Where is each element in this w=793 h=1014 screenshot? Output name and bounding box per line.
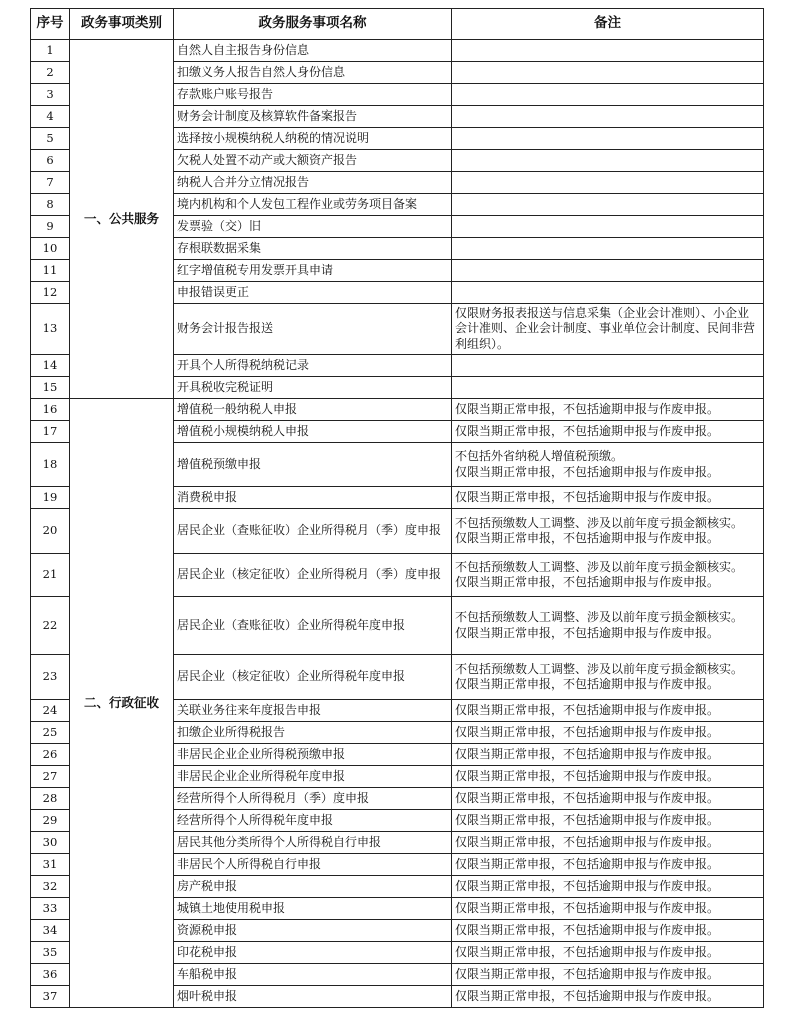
- item-name: 增值税一般纳税人申报: [174, 399, 452, 421]
- item-name: 开具税收完税证明: [174, 377, 452, 399]
- item-name: 经营所得个人所得税年度申报: [174, 810, 452, 832]
- row-number: 31: [31, 854, 70, 876]
- row-number: 33: [31, 898, 70, 920]
- row-number: 16: [31, 399, 70, 421]
- table-row: [31, 399, 764, 421]
- item-note: 仅限当期正常申报，不包括逾期申报与作废申报。: [452, 898, 764, 920]
- row-number: 8: [31, 194, 70, 216]
- row-number: 35: [31, 942, 70, 964]
- item-name: 扣缴企业所得税报告: [174, 722, 452, 744]
- row-number: 6: [31, 150, 70, 172]
- item-name: 烟叶税申报: [174, 986, 452, 1008]
- item-name: 居民其他分类所得个人所得税自行申报: [174, 832, 452, 854]
- table-body: [31, 40, 764, 1008]
- row-number: 9: [31, 216, 70, 238]
- header-note: 备注: [452, 9, 764, 40]
- item-name: 境内机构和个人发包工程作业或劳务项目备案: [174, 194, 452, 216]
- item-note: 仅限当期正常申报，不包括逾期申报与作废申报。: [452, 986, 764, 1008]
- item-note: [452, 84, 764, 106]
- row-number: 4: [31, 106, 70, 128]
- row-number: 25: [31, 722, 70, 744]
- item-note: [452, 128, 764, 150]
- item-note: [452, 40, 764, 62]
- row-number: 26: [31, 744, 70, 766]
- item-note: 仅限当期正常申报，不包括逾期申报与作废申报。: [452, 487, 764, 509]
- item-name: 发票验（交）旧: [174, 216, 452, 238]
- header-category: 政务事项类别: [70, 9, 174, 40]
- item-name: 财务会计制度及核算软件备案报告: [174, 106, 452, 128]
- row-number: 12: [31, 282, 70, 304]
- row-number: 17: [31, 421, 70, 443]
- row-number: 14: [31, 355, 70, 377]
- item-name: 欠税人处置不动产或大额资产报告: [174, 150, 452, 172]
- item-name: 居民企业（查账征收）企业所得税月（季）度申报: [174, 509, 452, 554]
- row-number: 28: [31, 788, 70, 810]
- item-name: 居民企业（核定征收）企业所得税年度申报: [174, 655, 452, 700]
- header-seq: 序号: [31, 9, 70, 40]
- row-number: 19: [31, 487, 70, 509]
- item-note: 仅限当期正常申报，不包括逾期申报与作废申报。: [452, 399, 764, 421]
- service-items-table: [30, 8, 764, 1008]
- item-note: 仅限当期正常申报，不包括逾期申报与作废申报。: [452, 766, 764, 788]
- item-note: [452, 355, 764, 377]
- item-note: 仅限当期正常申报，不包括逾期申报与作废申报。: [452, 942, 764, 964]
- item-note: 不包括预缴数人工调整、涉及以前年度亏损金额核实。 仅限当期正常申报，不包括逾期申报与作废申报。: [452, 554, 764, 597]
- item-name: 非居民个人所得税自行申报: [174, 854, 452, 876]
- item-note: [452, 194, 764, 216]
- item-note: 不包括预缴数人工调整、涉及以前年度亏损金额核实。 仅限当期正常申报，不包括逾期申报与作废申报。: [452, 597, 764, 655]
- header-row: [31, 9, 764, 40]
- item-note: [452, 150, 764, 172]
- item-note: [452, 282, 764, 304]
- item-name: 房产税申报: [174, 876, 452, 898]
- row-number: 7: [31, 172, 70, 194]
- item-note: [452, 260, 764, 282]
- item-name: 存根联数据采集: [174, 238, 452, 260]
- row-number: 13: [31, 304, 70, 355]
- item-name: 消费税申报: [174, 487, 452, 509]
- row-number: 24: [31, 700, 70, 722]
- row-number: 20: [31, 509, 70, 554]
- item-name: 增值税小规模纳税人申报: [174, 421, 452, 443]
- item-name: 财务会计报告报送: [174, 304, 452, 355]
- item-note: 仅限财务报表报送与信息采集（企业会计准则）、小企业会计准则、企业会计制度、事业单位会计制度、民间非营利组织）。: [452, 304, 764, 355]
- item-name: 资源税申报: [174, 920, 452, 942]
- row-number: 21: [31, 554, 70, 597]
- header-name: 政务服务事项名称: [174, 9, 452, 40]
- item-name: 印花税申报: [174, 942, 452, 964]
- item-name: 自然人自主报告身份信息: [174, 40, 452, 62]
- row-number: 11: [31, 260, 70, 282]
- row-number: 29: [31, 810, 70, 832]
- item-name: 车船税申报: [174, 964, 452, 986]
- item-note: [452, 62, 764, 84]
- item-name: 红字增值税专用发票开具申请: [174, 260, 452, 282]
- row-number: 3: [31, 84, 70, 106]
- item-note: 不包括预缴数人工调整、涉及以前年度亏损金额核实。 仅限当期正常申报，不包括逾期申报与作废申报。: [452, 655, 764, 700]
- category-cell: 一、公共服务: [70, 40, 174, 399]
- item-note: 不包括外省纳税人增值税预缴。 仅限当期正常申报，不包括逾期申报与作废申报。: [452, 443, 764, 487]
- item-note: 仅限当期正常申报，不包括逾期申报与作废申报。: [452, 832, 764, 854]
- item-name: 非居民企业企业所得税年度申报: [174, 766, 452, 788]
- item-name: 非居民企业企业所得税预缴申报: [174, 744, 452, 766]
- row-number: 2: [31, 62, 70, 84]
- row-number: 36: [31, 964, 70, 986]
- item-name: 经营所得个人所得税月（季）度申报: [174, 788, 452, 810]
- row-number: 18: [31, 443, 70, 487]
- item-name: 关联业务往来年度报告申报: [174, 700, 452, 722]
- item-note: [452, 238, 764, 260]
- item-note: 仅限当期正常申报，不包括逾期申报与作废申报。: [452, 876, 764, 898]
- item-note: 不包括预缴数人工调整、涉及以前年度亏损金额核实。 仅限当期正常申报，不包括逾期申报与作废申报。: [452, 509, 764, 554]
- item-name: 扣缴义务人报告自然人身份信息: [174, 62, 452, 84]
- row-number: 15: [31, 377, 70, 399]
- item-note: [452, 377, 764, 399]
- item-note: 仅限当期正常申报，不包括逾期申报与作废申报。: [452, 744, 764, 766]
- category-cell: 二、行政征收: [70, 399, 174, 1008]
- item-name: 存款账户账号报告: [174, 84, 452, 106]
- row-number: 23: [31, 655, 70, 700]
- item-note: [452, 172, 764, 194]
- item-note: 仅限当期正常申报，不包括逾期申报与作废申报。: [452, 421, 764, 443]
- item-note: 仅限当期正常申报，不包括逾期申报与作废申报。: [452, 920, 764, 942]
- item-name: 增值税预缴申报: [174, 443, 452, 487]
- item-note: 仅限当期正常申报，不包括逾期申报与作废申报。: [452, 964, 764, 986]
- item-name: 选择按小规模纳税人纳税的情况说明: [174, 128, 452, 150]
- row-number: 27: [31, 766, 70, 788]
- row-number: 34: [31, 920, 70, 942]
- row-number: 1: [31, 40, 70, 62]
- item-name: 申报错误更正: [174, 282, 452, 304]
- item-name: 城镇土地使用税申报: [174, 898, 452, 920]
- row-number: 32: [31, 876, 70, 898]
- item-note: [452, 216, 764, 238]
- item-note: 仅限当期正常申报，不包括逾期申报与作废申报。: [452, 810, 764, 832]
- row-number: 37: [31, 986, 70, 1008]
- table-row: [31, 40, 764, 62]
- item-name: 居民企业（查账征收）企业所得税年度申报: [174, 597, 452, 655]
- row-number: 10: [31, 238, 70, 260]
- item-note: 仅限当期正常申报，不包括逾期申报与作废申报。: [452, 788, 764, 810]
- item-note: 仅限当期正常申报，不包括逾期申报与作废申报。: [452, 700, 764, 722]
- row-number: 22: [31, 597, 70, 655]
- item-name: 纳税人合并分立情况报告: [174, 172, 452, 194]
- row-number: 30: [31, 832, 70, 854]
- row-number: 5: [31, 128, 70, 150]
- item-note: 仅限当期正常申报，不包括逾期申报与作废申报。: [452, 854, 764, 876]
- item-note: 仅限当期正常申报，不包括逾期申报与作废申报。: [452, 722, 764, 744]
- item-note: [452, 106, 764, 128]
- item-name: 开具个人所得税纳税记录: [174, 355, 452, 377]
- item-name: 居民企业（核定征收）企业所得税月（季）度申报: [174, 554, 452, 597]
